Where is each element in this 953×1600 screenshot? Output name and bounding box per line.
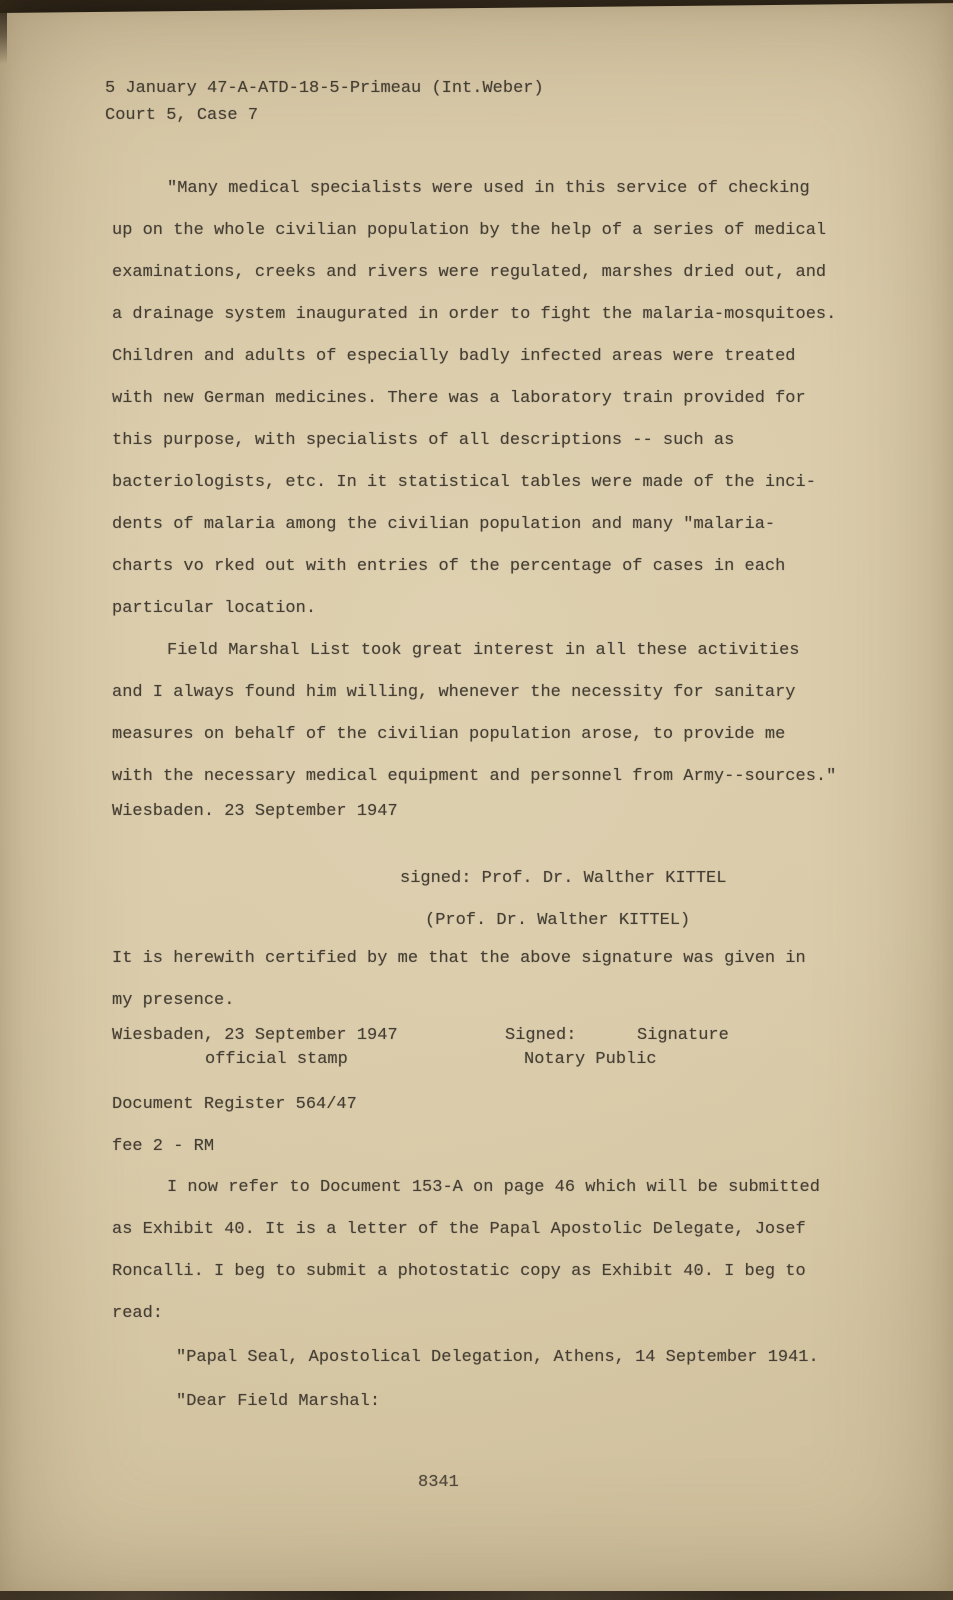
affidavit-line: a drainage system inaugurated in order to fight the malaria-mosquitoes.: [112, 305, 837, 324]
notary-place-date: Wiesbaden, 23 September 1947: [112, 1026, 398, 1045]
submission-line: as Exhibit 40. It is a letter of the Papal Apostolic Delegate, Josef: [112, 1220, 806, 1239]
submission-line: Roncalli. I beg to submit a photostatic copy as Exhibit 40. I beg to: [112, 1262, 806, 1281]
scan-top-edge-shadow: [0, 0, 953, 13]
letter-dateline: "Papal Seal, Apostolical Delegation, Athens, 14 September 1941.: [176, 1348, 819, 1367]
signature-name-line: (Prof. Dr. Walther KITTEL): [425, 911, 691, 930]
certification-line: my presence.: [112, 991, 235, 1010]
affidavit-line: "Many medical specialists were used in this service of checking: [167, 179, 810, 198]
affidavit-line: and I always found him willing, whenever the necessity for sanitary: [112, 683, 796, 702]
fee-line: fee 2 - RM: [112, 1137, 215, 1156]
header-court-case-line: Court 5, Case 7: [105, 106, 259, 125]
certification-line: It is herewith certified by me that the above signature was given in: [112, 949, 806, 968]
affidavit-line: with the necessary medical equipment and personnel from Army--sources.": [112, 767, 837, 786]
affidavit-line: Field Marshal List took great interest in all these activities: [167, 641, 800, 660]
notary-stamp-note: official stamp: [205, 1050, 348, 1069]
document-register-line: Document Register 564/47: [112, 1095, 357, 1114]
affidavit-line: examinations, creeks and rivers were regulated, marshes dried out, and: [112, 263, 827, 282]
notary-title: Notary Public: [524, 1050, 657, 1069]
affidavit-line: measures on behalf of the civilian population arose, to provide me: [112, 725, 786, 744]
signature-signed-line: signed: Prof. Dr. Walther KITTEL: [400, 869, 727, 888]
letter-salutation: "Dear Field Marshal:: [176, 1392, 381, 1411]
affidavit-line: dents of malaria among the civilian population and many "malaria-: [112, 515, 776, 534]
header-docket-line: 5 January 47-A-ATD-18-5-Primeau (Int.Weber): [105, 79, 544, 98]
affidavit-line: bacteriologists, etc. In it statistical tables were made of the inci-: [112, 473, 816, 492]
submission-line: I now refer to Document 153-A on page 46 which will be submitted: [167, 1178, 820, 1197]
affidavit-line: with new German medicines. There was a laboratory train provided for: [112, 389, 806, 408]
affidavit-place-date: Wiesbaden. 23 September 1947: [112, 802, 398, 821]
page-number: 8341: [418, 1473, 459, 1492]
affidavit-line: this purpose, with specialists of all descriptions -- such as: [112, 431, 735, 450]
affidavit-line: charts vo rked out with entries of the percentage of cases in each: [112, 557, 786, 576]
scan-bottom-edge-shadow: [0, 1591, 953, 1600]
affidavit-line: up on the whole civilian population by the help of a series of medical: [112, 221, 827, 240]
notary-signature-word: Signature: [637, 1026, 729, 1045]
notary-signed-label: Signed:: [505, 1026, 577, 1045]
submission-line: read:: [112, 1304, 164, 1323]
affidavit-line: particular location.: [112, 599, 317, 618]
affidavit-line: Children and adults of especially badly infected areas were treated: [112, 347, 796, 366]
